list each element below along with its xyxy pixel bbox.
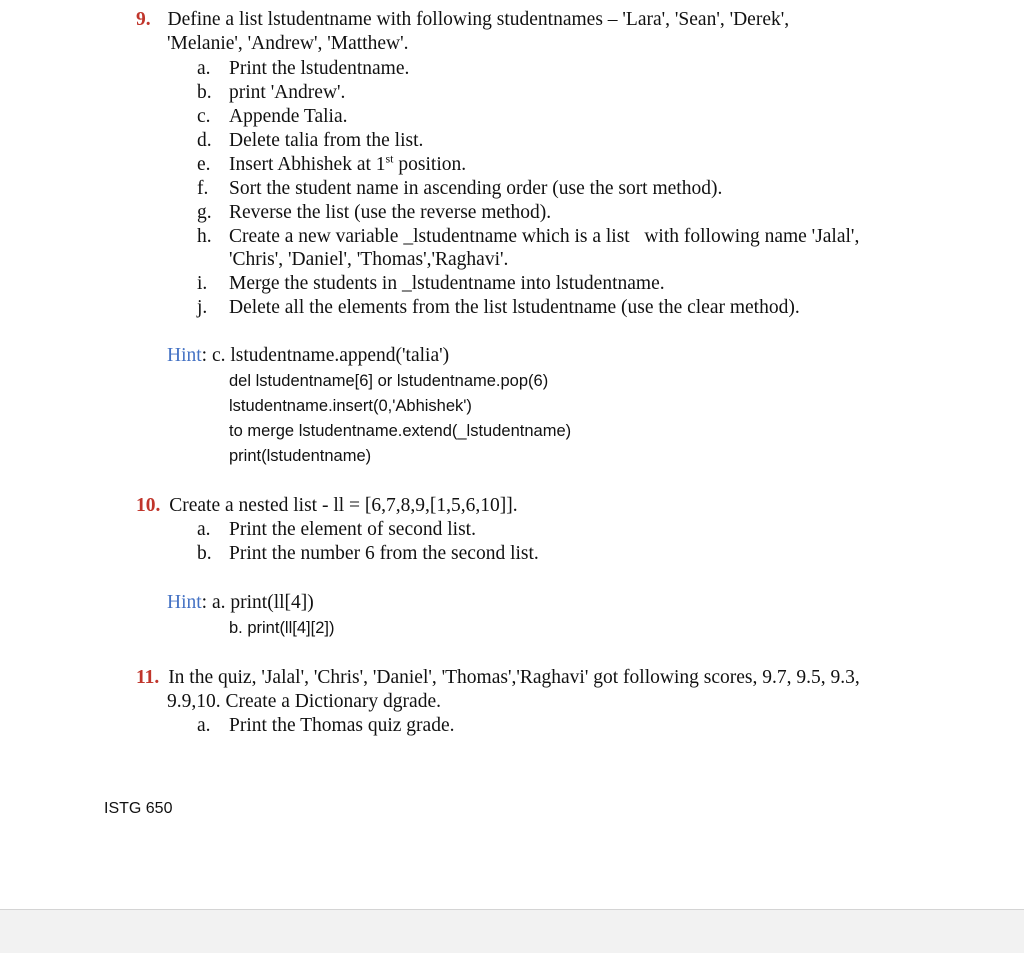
q9-item-i: i. Merge the students in _lstudentname into lstudentname. [197,273,665,294]
q9-hint-code-4: print(lstudentname) [229,447,372,465]
question-11-line-1 [136,666,860,690]
question-10-line-1 [136,494,518,518]
q10-item-a: a. Print the element of second list. [197,519,476,540]
question-11-number: 11. [136,667,160,688]
question-11-text-1: In the quiz, 'Jalal', 'Chris', 'Daniel', 'Thomas','Raghavi' got following scores, 9.7, 9.5, 9.3, [168,667,860,688]
question-10-number: 10. [136,495,161,516]
q11-item-a: a. Print the Thomas quiz grade. [197,715,455,736]
q9-item-a: a. Print the lstudentname. [197,58,410,79]
q9-item-j: j. Delete all the elements from the list lstudentname (use the clear method). [197,297,800,318]
question-9-number: 9. [136,9,151,30]
q9-hint-line: Hint: c. lstudentname.append('talia') [167,345,450,366]
q9-item-f: f. Sort the student name in ascending order (use the sort method). [197,178,723,199]
page-footer: ISTG 650 [104,800,173,817]
q9-hint-code-3: to merge lstudentname.extend(_lstudentname) [229,422,572,440]
question-10-text: Create a nested list - ll = [6,7,8,9,[1,5,6,10]]. [169,495,518,516]
q10-hint-label: Hint [167,592,202,613]
q9-hint-label: Hint [167,345,202,366]
question-9-text-1: Define a list lstudentname with following studentnames – 'Lara', 'Sean', 'Derek', [167,9,790,30]
q9-item-b: b. print 'Andrew'. [197,82,346,103]
question-11-line-2: 9.9,10. Create a Dictionary dgrade. [167,691,441,712]
q9-item-e: e. Insert Abhishek at 1st position. [197,151,467,175]
q9-item-g: g. Reverse the list (use the reverse method). [197,202,552,223]
bottom-gray-strip [0,909,1024,953]
q10-hint-code-1: b. print(ll[4][2]) [229,619,335,637]
q9-item-c: c. Appende Talia. [197,106,348,127]
q10-item-b: b. Print the number 6 from the second list. [197,543,539,564]
question-9-line-2: 'Melanie', 'Andrew', 'Matthew'. [167,33,409,54]
q9-hint-code-1: del lstudentname[6] or lstudentname.pop(6) [229,372,549,390]
q9-item-h-continued: 'Chris', 'Daniel', 'Thomas','Raghavi'. [229,249,509,270]
q9-hint-code-2: lstudentname.insert(0,'Abhishek') [229,397,472,415]
q9-item-d: d. Delete talia from the list. [197,130,424,151]
question-9-line-1 [136,8,789,32]
q9-item-h: h. Create a new variable _lstudentname which is a list with following name 'Jalal', [197,226,860,247]
q10-hint-line: Hint: a. print(ll[4]) [167,592,314,613]
